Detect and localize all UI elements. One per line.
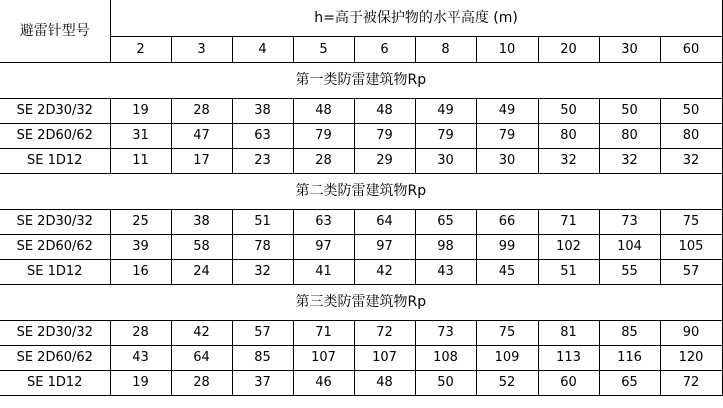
radius-value-cell: 78: [232, 234, 293, 259]
radius-value-cell: 50: [599, 98, 660, 123]
radius-value-cell: 57: [232, 320, 293, 345]
radius-value-cell: 19: [110, 370, 171, 395]
radius-value-cell: 64: [171, 345, 232, 370]
section-header-row: [0, 173, 722, 209]
radius-value-cell: 73: [415, 320, 476, 345]
radius-value-cell: 79: [354, 123, 415, 148]
height-header-cell: 6: [354, 36, 415, 62]
radius-value-cell: 72: [660, 370, 722, 395]
radius-value-cell: 58: [171, 234, 232, 259]
section-title: 第三类防雷建筑物Rp: [0, 284, 722, 320]
radius-value-cell: 97: [293, 234, 354, 259]
radius-value-cell: 50: [660, 98, 722, 123]
radius-value-cell: 75: [476, 320, 538, 345]
radius-value-cell: 24: [171, 259, 232, 284]
radius-value-cell: 72: [354, 320, 415, 345]
radius-value-cell: 41: [293, 259, 354, 284]
radius-value-cell: 38: [232, 98, 293, 123]
table-row: [0, 259, 722, 284]
section-header-row: [0, 284, 722, 320]
radius-value-cell: 47: [171, 123, 232, 148]
radius-value-cell: 81: [538, 320, 599, 345]
height-header-cell: 20: [538, 36, 599, 62]
radius-value-cell: 85: [599, 320, 660, 345]
radius-value-cell: 42: [171, 320, 232, 345]
radius-value-cell: 99: [476, 234, 538, 259]
radius-value-cell: 25: [110, 209, 171, 234]
radius-value-cell: 79: [293, 123, 354, 148]
radius-value-cell: 11: [110, 148, 171, 173]
radius-value-cell: 79: [415, 123, 476, 148]
radius-value-cell: 64: [354, 209, 415, 234]
radius-value-cell: 23: [232, 148, 293, 173]
table-row: [0, 234, 722, 259]
model-cell: SE 1D12: [0, 148, 110, 173]
radius-value-cell: 19: [110, 98, 171, 123]
radius-value-cell: 120: [660, 345, 722, 370]
height-header-cell: 2: [110, 36, 171, 62]
table-row: [0, 98, 722, 123]
radius-value-cell: 60: [538, 370, 599, 395]
radius-value-cell: 73: [599, 209, 660, 234]
radius-value-cell: 28: [293, 148, 354, 173]
model-cell: SE 2D60/62: [0, 123, 110, 148]
radius-value-cell: 108: [415, 345, 476, 370]
table-row: [0, 209, 722, 234]
radius-value-cell: 46: [293, 370, 354, 395]
radius-value-cell: 71: [293, 320, 354, 345]
radius-value-cell: 52: [476, 370, 538, 395]
section-title: 第二类防雷建筑物Rp: [0, 173, 722, 209]
radius-value-cell: 90: [660, 320, 722, 345]
radius-value-cell: 45: [476, 259, 538, 284]
radius-value-cell: 80: [538, 123, 599, 148]
model-cell: SE 2D30/32: [0, 98, 110, 123]
radius-value-cell: 48: [293, 98, 354, 123]
radius-value-cell: 63: [232, 123, 293, 148]
radius-value-cell: 50: [415, 370, 476, 395]
radius-value-cell: 104: [599, 234, 660, 259]
radius-value-cell: 48: [354, 370, 415, 395]
radius-value-cell: 51: [232, 209, 293, 234]
radius-value-cell: 32: [538, 148, 599, 173]
radius-value-cell: 38: [171, 209, 232, 234]
radius-value-cell: 51: [538, 259, 599, 284]
radius-value-cell: 65: [415, 209, 476, 234]
radius-value-cell: 80: [599, 123, 660, 148]
radius-value-cell: 49: [476, 98, 538, 123]
radius-value-cell: 80: [660, 123, 722, 148]
radius-value-cell: 32: [599, 148, 660, 173]
model-cell: SE 1D12: [0, 370, 110, 395]
height-column-group-header: h=高于被保护物的水平高度 (m): [110, 0, 722, 36]
radius-value-cell: 55: [599, 259, 660, 284]
header-row: [0, 0, 722, 36]
model-cell: SE 2D30/32: [0, 320, 110, 345]
radius-value-cell: 16: [110, 259, 171, 284]
height-header-cell: 5: [293, 36, 354, 62]
radius-value-cell: 57: [660, 259, 722, 284]
model-cell: SE 2D60/62: [0, 234, 110, 259]
radius-value-cell: 39: [110, 234, 171, 259]
model-cell: SE 2D30/32: [0, 209, 110, 234]
radius-value-cell: 32: [232, 259, 293, 284]
radius-value-cell: 109: [476, 345, 538, 370]
radius-value-cell: 28: [171, 370, 232, 395]
model-cell: SE 1D12: [0, 259, 110, 284]
radius-value-cell: 79: [476, 123, 538, 148]
radius-value-cell: 97: [354, 234, 415, 259]
radius-value-cell: 29: [354, 148, 415, 173]
radius-value-cell: 30: [415, 148, 476, 173]
radius-value-cell: 107: [354, 345, 415, 370]
height-header-cell: 3: [171, 36, 232, 62]
radius-value-cell: 85: [232, 345, 293, 370]
radius-value-cell: 71: [538, 209, 599, 234]
radius-value-cell: 65: [599, 370, 660, 395]
radius-value-cell: 30: [476, 148, 538, 173]
table-row: [0, 345, 722, 370]
radius-value-cell: 50: [538, 98, 599, 123]
table-row: [0, 370, 722, 395]
height-header-cell: 30: [599, 36, 660, 62]
radius-value-cell: 105: [660, 234, 722, 259]
model-cell: SE 2D60/62: [0, 345, 110, 370]
table-row: [0, 148, 722, 173]
radius-value-cell: 63: [293, 209, 354, 234]
radius-value-cell: 113: [538, 345, 599, 370]
section-title: 第一类防雷建筑物Rp: [0, 62, 722, 98]
radius-value-cell: 42: [354, 259, 415, 284]
radius-value-cell: 28: [110, 320, 171, 345]
radius-value-cell: 66: [476, 209, 538, 234]
table-row: [0, 123, 722, 148]
radius-value-cell: 17: [171, 148, 232, 173]
radius-value-cell: 43: [110, 345, 171, 370]
height-header-cell: 60: [660, 36, 722, 62]
table-row: [0, 320, 722, 345]
radius-value-cell: 107: [293, 345, 354, 370]
radius-value-cell: 32: [660, 148, 722, 173]
radius-value-cell: 98: [415, 234, 476, 259]
height-header-cell: 4: [232, 36, 293, 62]
model-column-header: 避雷针型号: [0, 0, 110, 62]
height-header-cell: 10: [476, 36, 538, 62]
section-header-row: [0, 62, 722, 98]
radius-value-cell: 37: [232, 370, 293, 395]
radius-value-cell: 75: [660, 209, 722, 234]
radius-value-cell: 116: [599, 345, 660, 370]
radius-value-cell: 49: [415, 98, 476, 123]
radius-value-cell: 43: [415, 259, 476, 284]
radius-value-cell: 31: [110, 123, 171, 148]
height-header-cell: 8: [415, 36, 476, 62]
radius-value-cell: 48: [354, 98, 415, 123]
radius-value-cell: 28: [171, 98, 232, 123]
radius-value-cell: 102: [538, 234, 599, 259]
